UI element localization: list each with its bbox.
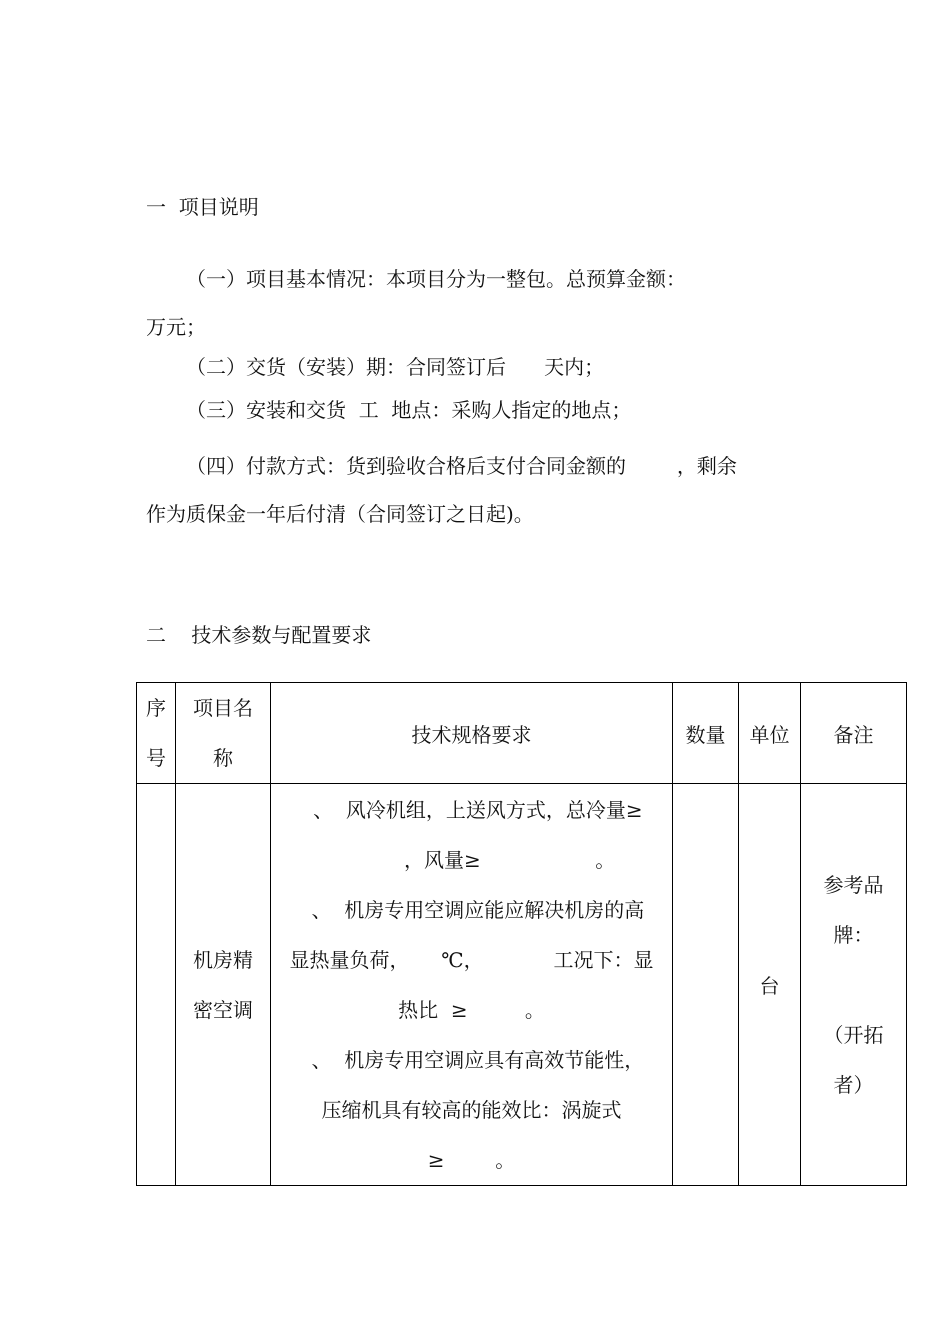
item4-line2: 作为质保金一年后付清（合同签订之日起)。 xyxy=(146,502,534,526)
row1-item-name: 机房精 密空调 xyxy=(176,784,271,1186)
item1-line1: （一）项目基本情况：本项目分为一整包。总预算金额： xyxy=(186,267,686,291)
item3-delivery-location: （三）安装和交货 工 地点：采购人指定的地点； xyxy=(186,398,632,422)
section1-heading: 一 项目说明 xyxy=(146,195,259,219)
spec-line: 、 机房专用空调应具有高效节能性， xyxy=(298,1047,645,1072)
spec-line: 、 机房专用空调应能应解决机房的高 xyxy=(298,897,645,922)
header-unit: 单位 xyxy=(739,683,801,784)
spec-line: ≥ 。 xyxy=(427,1147,516,1172)
item1-line2: 万元； xyxy=(146,315,206,339)
row1-quantity xyxy=(673,784,739,1186)
row1-note: 参考品 牌： （开拓 者） xyxy=(801,784,907,1186)
table-header-row xyxy=(137,683,907,784)
table-row xyxy=(137,784,907,1186)
spec-table xyxy=(136,682,907,1186)
item4-line1: （四）付款方式：货到验收合格后支付合同金额的 ，剩余 xyxy=(186,454,737,478)
row1-seq xyxy=(137,784,176,1186)
spec-line: ，风量≥ 。 xyxy=(327,847,616,872)
spec-line: 热比 ≥ 。 xyxy=(398,997,545,1022)
row1-spec xyxy=(271,784,673,1186)
section2-heading: 二 技术参数与配置要求 xyxy=(146,623,372,647)
header-quantity: 数量 xyxy=(673,683,739,784)
spec-line: 显热量负荷， ℃， 工况下：显 xyxy=(289,947,654,972)
spec-line: 压缩机具有较高的能效比：涡旋式 xyxy=(321,1097,622,1122)
header-spec: 技术规格要求 xyxy=(271,683,673,784)
header-note: 备注 xyxy=(801,683,907,784)
header-seq: 序 号 xyxy=(137,683,176,784)
spec-line: 、 风冷机组，上送风方式，总冷量≥ xyxy=(300,797,643,822)
row1-unit: 台 xyxy=(739,784,801,1186)
item2-delivery-period: （二）交货（安装）期：合同签订后 天内； xyxy=(186,355,605,379)
header-item-name: 项目名 称 xyxy=(176,683,271,784)
